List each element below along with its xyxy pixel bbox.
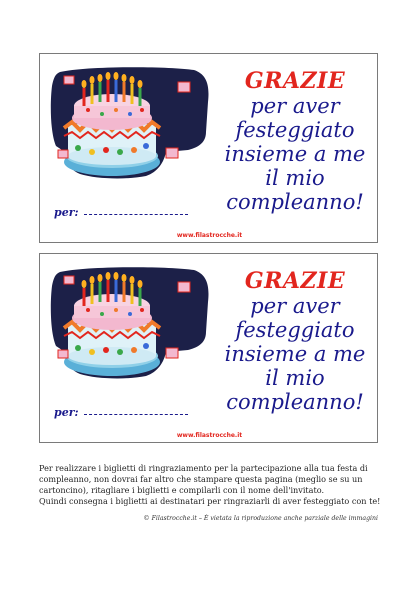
message-line-1: per aver xyxy=(250,294,340,318)
message-line-5: compleanno! xyxy=(226,190,364,214)
website-url: www.filastrocche.it xyxy=(176,432,243,439)
instructions-text xyxy=(39,463,384,507)
grazie-heading: GRAZIE xyxy=(244,268,346,294)
instructions-paragraph-1: Per realizzare i biglietti di ringraziamento per la partecipazione alla tua festa di compleanno, non dovrai far altro che stampare questa pagina (meglio se su un cartoncino), ritagliare i biglietti e compilarli con il nome dell'invitato. xyxy=(39,463,368,495)
name-fill-line xyxy=(84,214,188,215)
message-line-2: festeggiato xyxy=(235,118,355,142)
thank-you-card-1 xyxy=(39,53,378,243)
instructions-paragraph-2: Quindi consegna i biglietti ai destinatari per ringraziarli di aver festeggiato con te! xyxy=(39,496,381,506)
website-url: www.filastrocche.it xyxy=(176,232,243,239)
message-line-1: per aver xyxy=(250,94,340,118)
message-line-3: insieme a me xyxy=(224,342,366,366)
grazie-heading: GRAZIE xyxy=(244,68,346,94)
copyright-notice: © Filastrocche.it – È vietata la riproduzione anche parziale delle immagini xyxy=(143,515,378,522)
message-line-4: il mio xyxy=(265,366,325,390)
per-label: per: xyxy=(54,406,79,419)
birthday-cake-illustration xyxy=(46,62,214,190)
per-label: per: xyxy=(54,206,79,219)
name-fill-line xyxy=(84,414,188,415)
thank-you-message xyxy=(215,268,375,414)
message-line-3: insieme a me xyxy=(224,142,366,166)
message-line-5: compleanno! xyxy=(226,390,364,414)
birthday-cake-illustration xyxy=(46,262,214,390)
message-line-2: festeggiato xyxy=(235,318,355,342)
message-line-4: il mio xyxy=(265,166,325,190)
thank-you-card-2 xyxy=(39,253,378,443)
thank-you-message xyxy=(215,68,375,214)
